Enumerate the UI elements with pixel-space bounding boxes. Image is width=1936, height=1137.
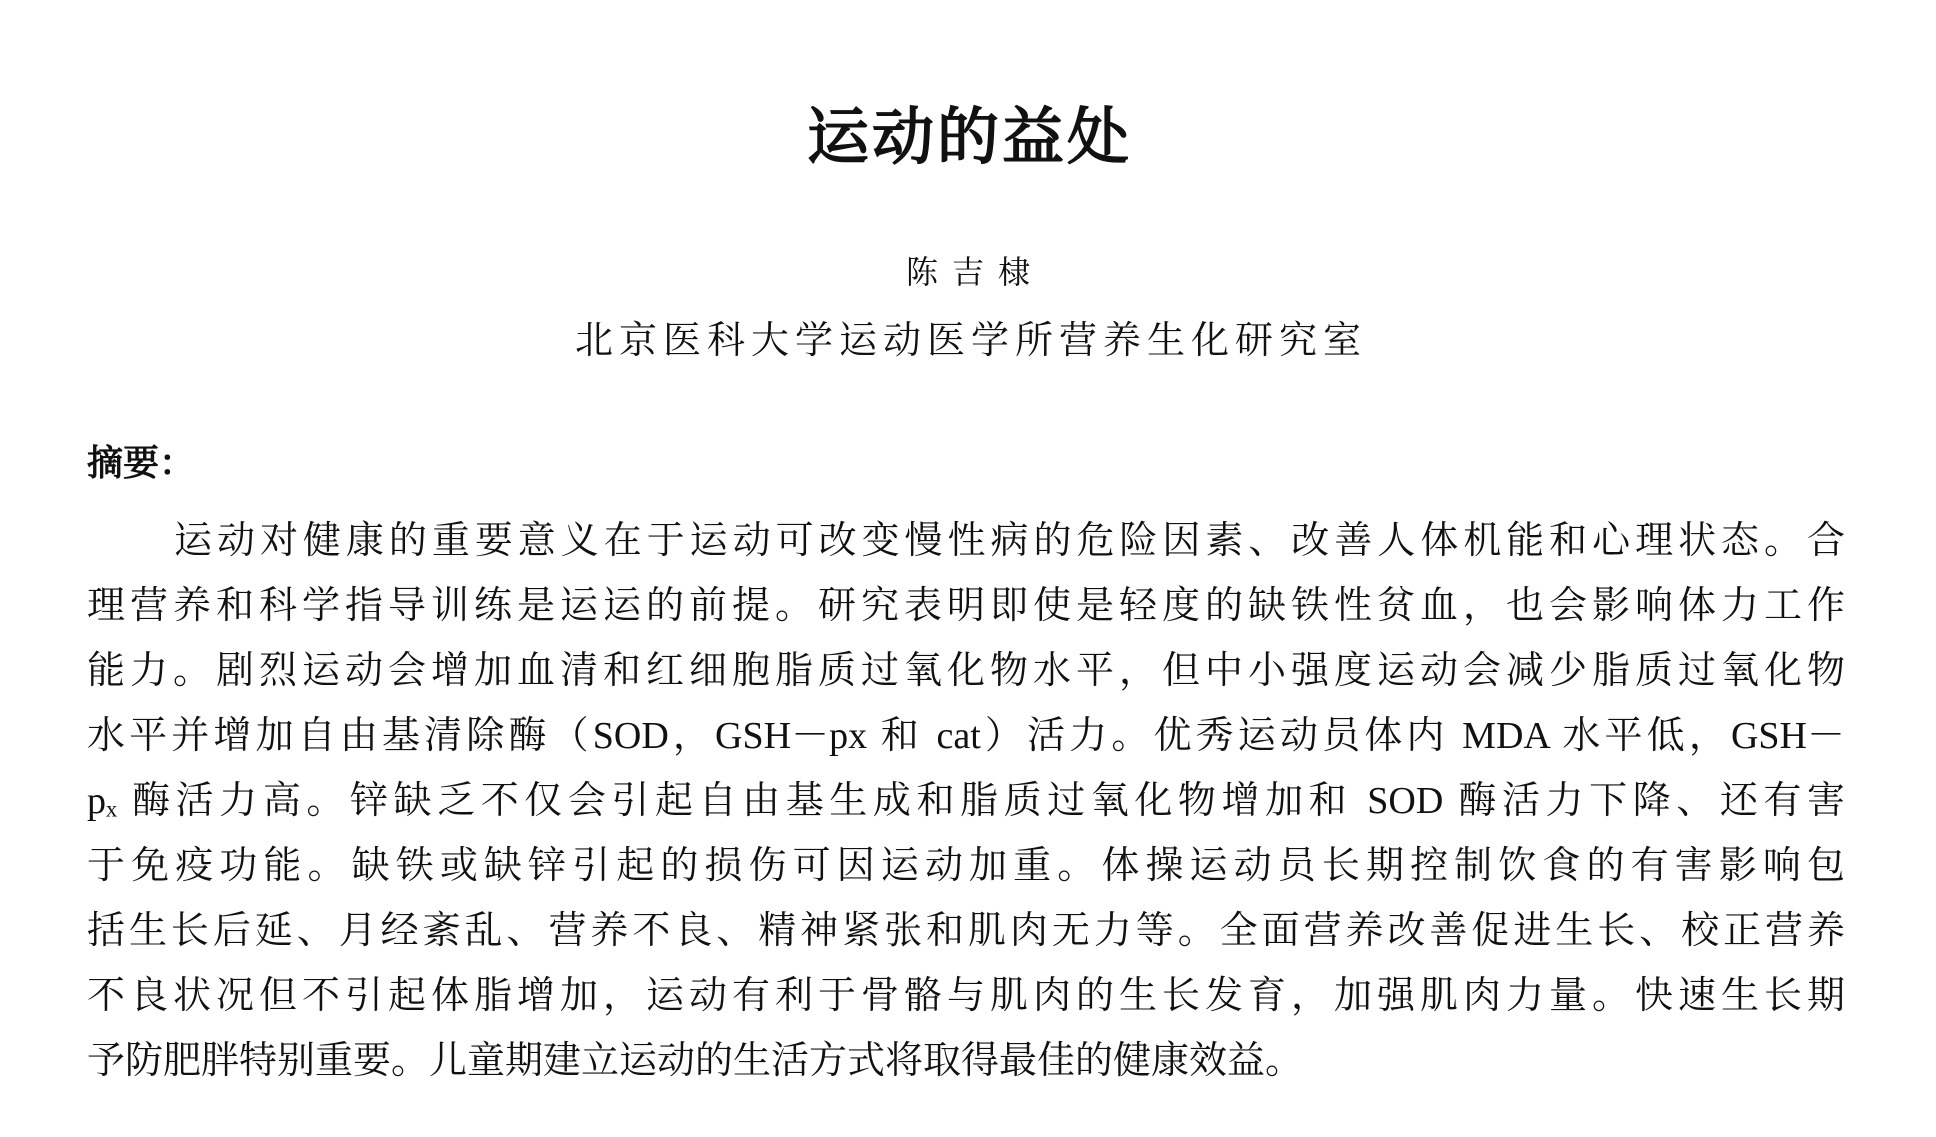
abstract-body xyxy=(87,509,1845,1094)
abstract-line: pₓ 酶活力高。锌缺乏不仅会引起自由基生成和脂质过氧化物增加和 SOD 酶活力下降、还有害 xyxy=(87,780,1845,822)
abstract-line: 予防肥胖特别重要。儿童期建立运动的生活方式将取得最佳的健康效益。 xyxy=(87,1040,1304,1082)
author-affiliation: 北京医科大学运动医学所营养生化研究室 xyxy=(574,318,1367,362)
abstract-line: 不良状况但不引起体脂增加，运动有利于骨骼与肌肉的生长发育，加强肌肉力量。快速生长期 xyxy=(87,975,1845,1017)
abstract-line: 于免疫功能。缺铁或缺锌引起的损伤可因运动加重。体操运动员长期控制饮食的有害影响包 xyxy=(87,845,1845,887)
abstract-label: 摘要： xyxy=(87,443,196,484)
abstract-line: 运动对健康的重要意义在于运动可改变慢性病的危险因素、改善人体机能和心理状态。合 xyxy=(174,520,1845,562)
abstract-line: 理营养和科学指导训练是运运的前提。研究表明即使是轻度的缺铁性贫血，也会影响体力工作 xyxy=(87,585,1845,627)
article-title: 运动的益处 xyxy=(806,100,1132,173)
abstract-line: 括生长后延、月经紊乱、营养不良、精神紧张和肌肉无力等。全面营养改善促进生长、校正营养 xyxy=(87,910,1845,952)
abstract-line: 水平并增加自由基清除酶（SOD，GSH－px 和 cat）活力。优秀运动员体内 MDA 水平低，GSH－ xyxy=(87,715,1845,757)
abstract-line: 能力。剧烈运动会增加血清和红细胞脂质过氧化物水平，但中小强度运动会减少脂质过氧化物 xyxy=(87,650,1845,692)
author-name: 陈吉棣 xyxy=(905,253,1044,291)
